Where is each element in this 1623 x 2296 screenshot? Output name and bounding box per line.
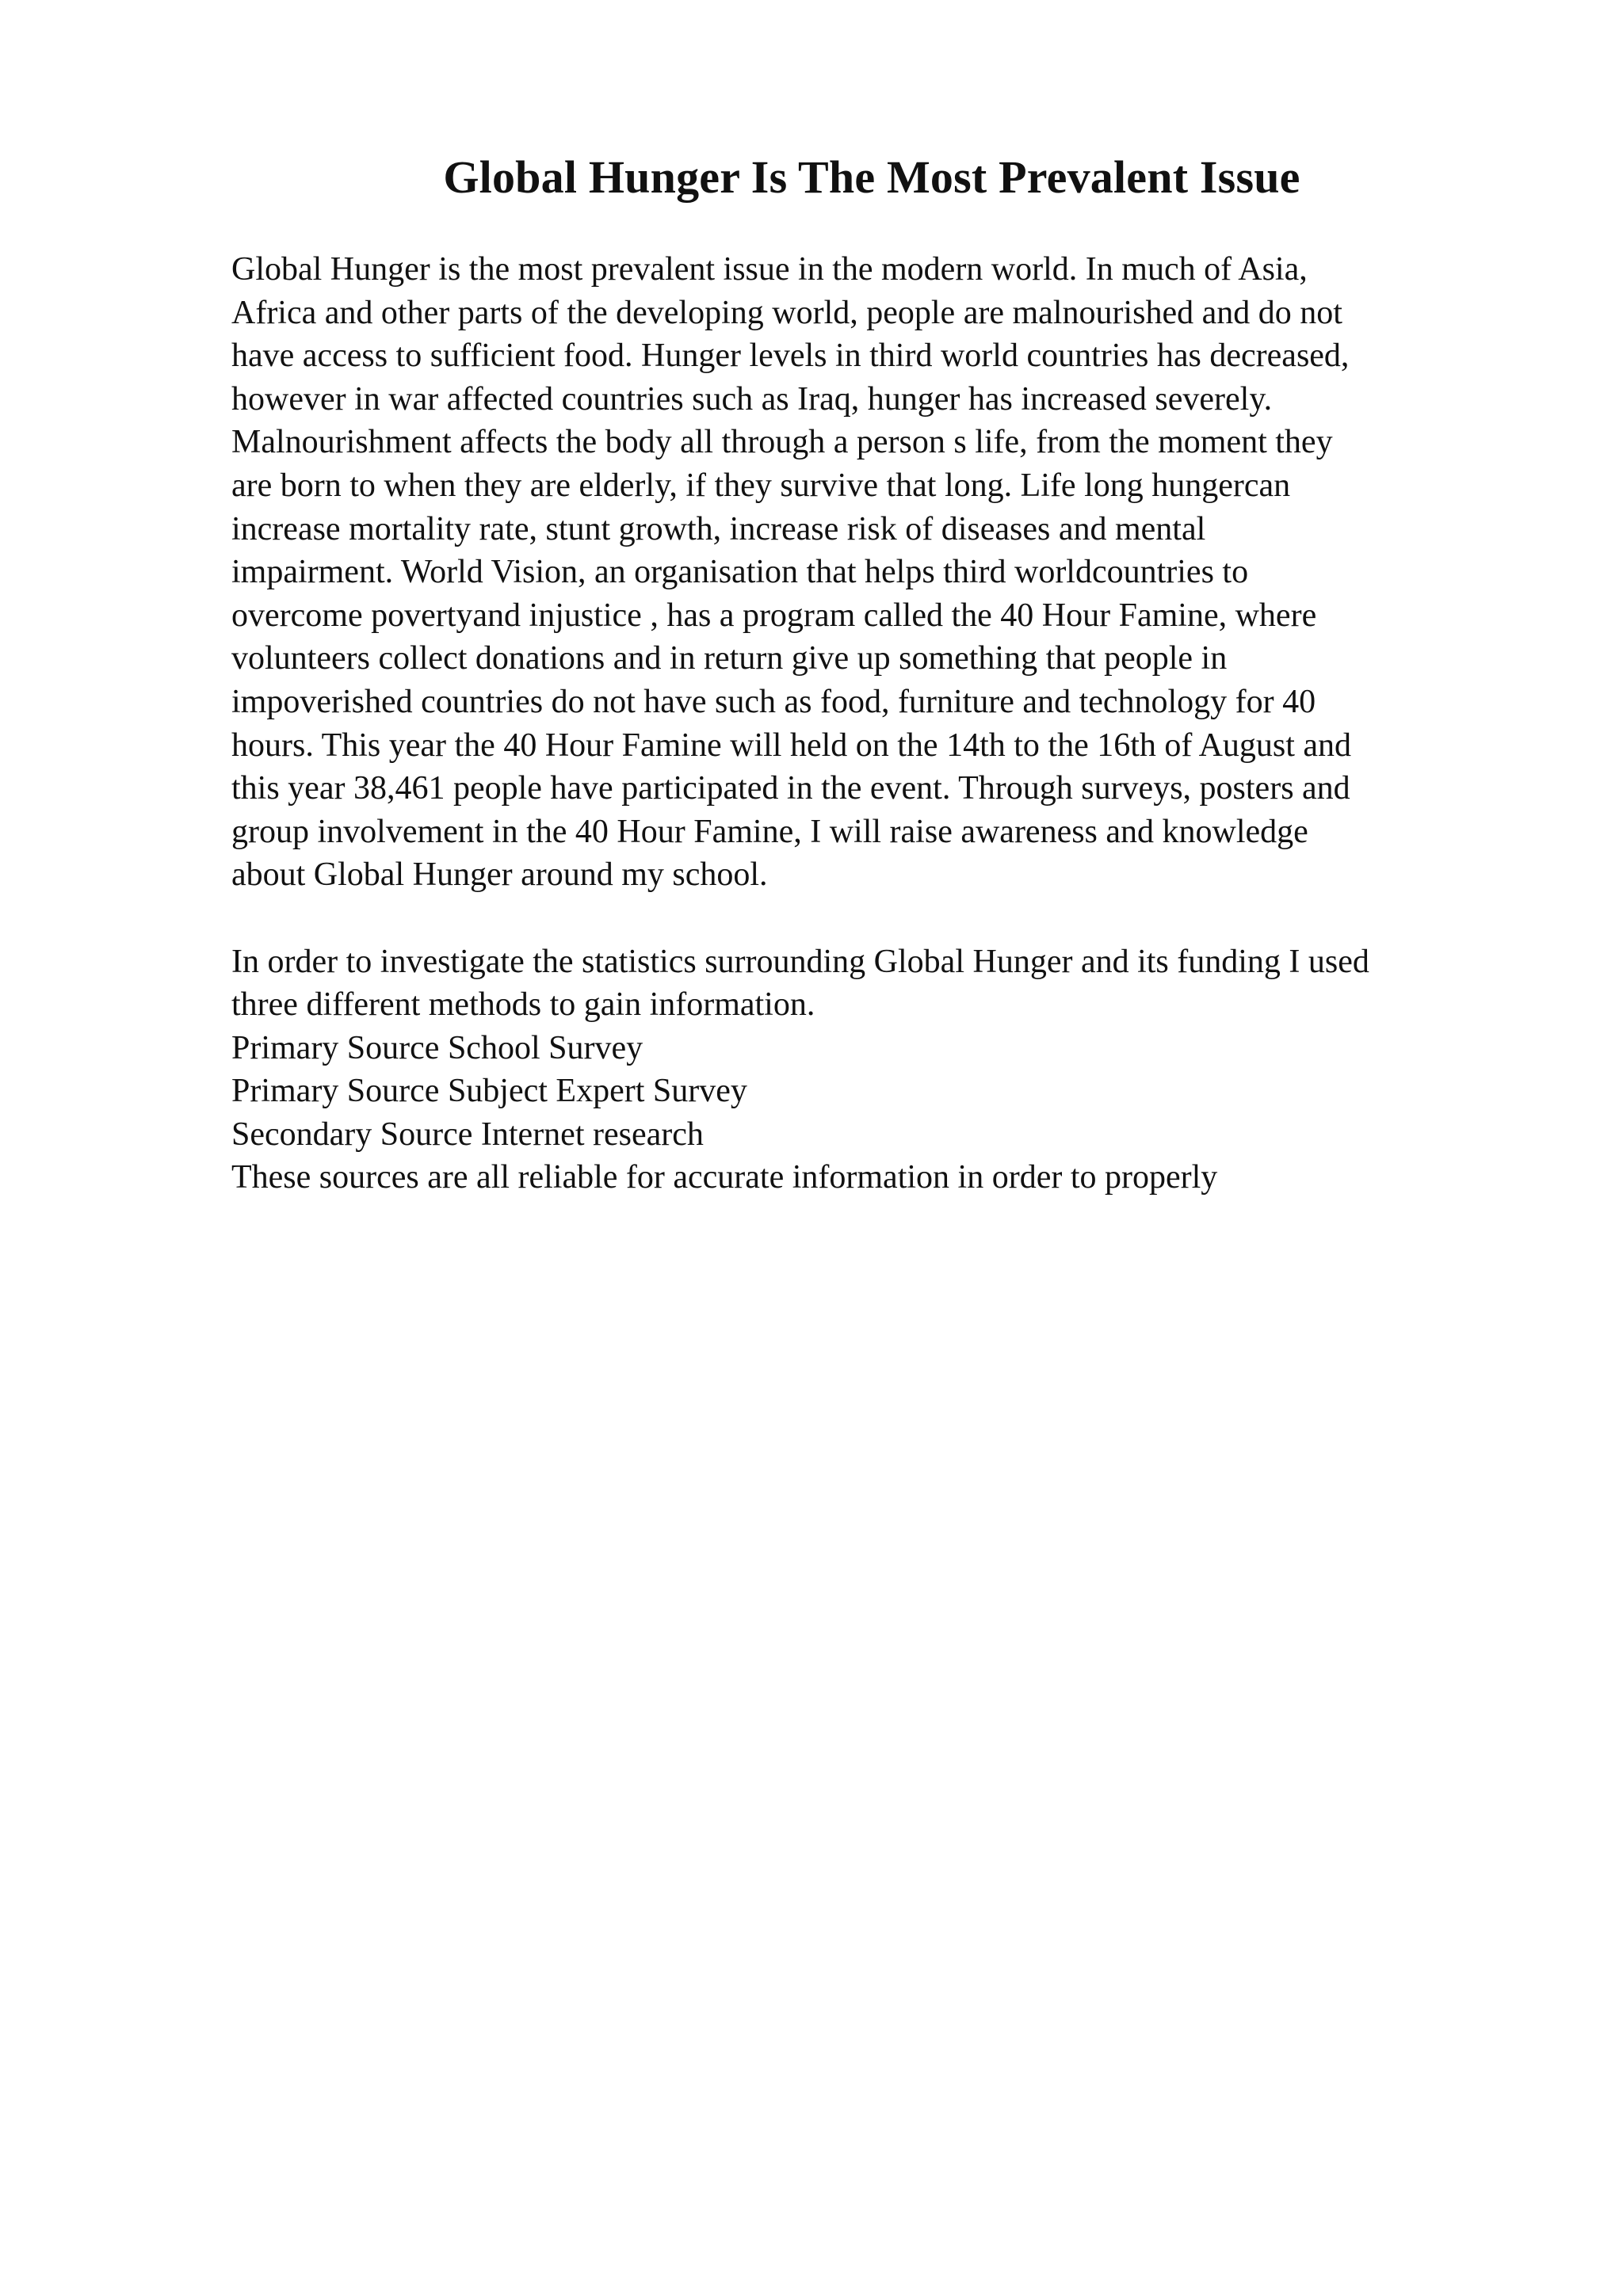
document-title: Global Hunger Is The Most Prevalent Issue xyxy=(443,151,1300,203)
text-line: impairment. World Vision, an organisation that helps third worldcountries to xyxy=(231,554,1249,591)
text-line: hours. This year the 40 Hour Famine will held on the 14th to the 16th of August and xyxy=(231,727,1352,764)
text-line: three different methods to gain information. xyxy=(231,986,815,1024)
source-list-item: Secondary Source Internet research xyxy=(231,1116,704,1153)
text-line: are born to when they are elderly, if they survive that long. Life long hungercan xyxy=(231,467,1291,504)
text-line: volunteers collect donations and in return give up something that people in xyxy=(231,640,1228,677)
text-line: have access to sufficient food. Hunger levels in third world countries has decreased, xyxy=(231,338,1350,375)
text-line: Malnourishment affects the body all through a person s life, from the moment they xyxy=(231,424,1333,461)
text-line: impoverished countries do not have such as food, furniture and technology for 40 xyxy=(231,683,1316,720)
text-line: Global Hunger is the most prevalent issue in the modern world. In much of Asia, xyxy=(231,251,1308,288)
text-line: These sources are all reliable for accurate information in order to properly xyxy=(231,1159,1218,1196)
text-line: Africa and other parts of the developing world, people are malnourished and do not xyxy=(231,294,1342,331)
source-list-item: Primary Source School Survey xyxy=(231,1029,643,1066)
document-body xyxy=(231,248,1594,1199)
text-line: this year 38,461 people have participated in the event. Through surveys, posters and xyxy=(231,770,1350,807)
paragraph-spacer xyxy=(231,897,1594,940)
text-line: increase mortality rate, stunt growth, increase risk of diseases and mental xyxy=(231,510,1206,547)
text-line: however in war affected countries such as Iraq, hunger has increased severely. xyxy=(231,380,1273,418)
paragraph-1 xyxy=(231,248,1594,897)
text-line: about Global Hunger around my school. xyxy=(231,856,768,894)
text-line: In order to investigate the statistics surrounding Global Hunger and its funding I used xyxy=(231,943,1369,980)
paragraph-2 xyxy=(231,940,1594,1200)
text-line: group involvement in the 40 Hour Famine, I will raise awareness and knowledge xyxy=(231,813,1308,850)
text-line: overcome povertyand injustice , has a program called the 40 Hour Famine, where xyxy=(231,597,1317,634)
source-list-item: Primary Source Subject Expert Survey xyxy=(231,1073,747,1110)
